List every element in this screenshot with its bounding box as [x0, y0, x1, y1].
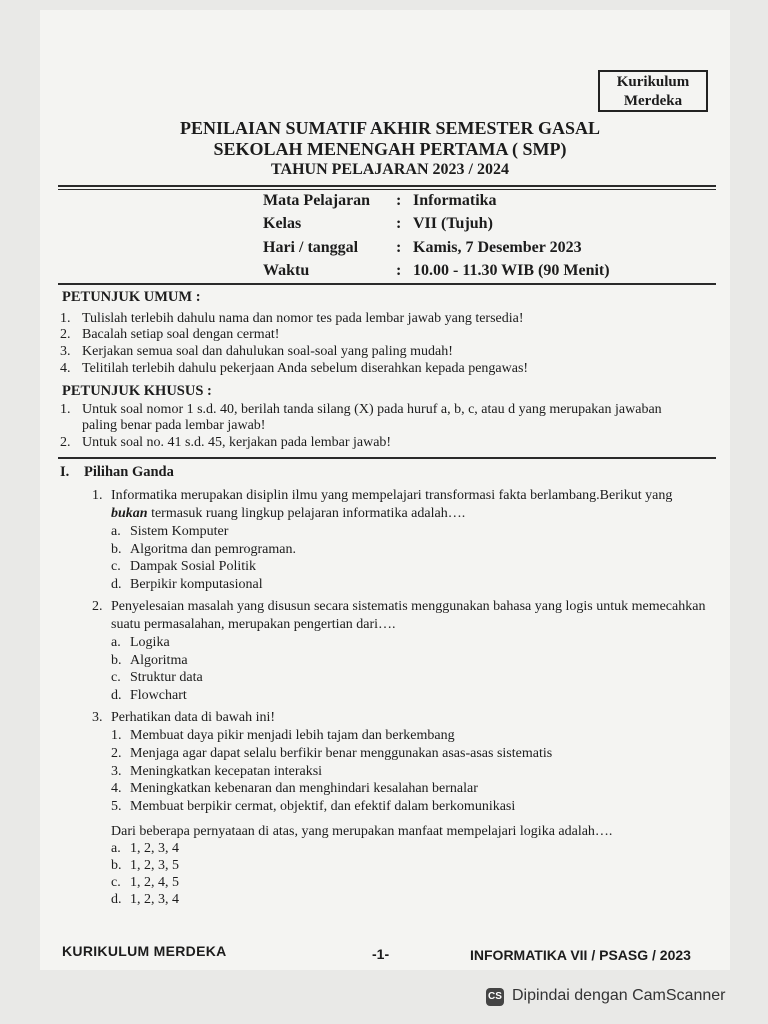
- exam-title-line1: PENILAIAN SUMATIF AKHIR SEMESTER GASAL: [179, 118, 601, 138]
- statement-number: 5.: [111, 799, 122, 814]
- question-number: 3.: [92, 710, 103, 725]
- option-letter: d.: [111, 892, 122, 907]
- q1-option-d: Berpikir komputasional: [130, 577, 263, 592]
- header-rule-thin: [58, 189, 716, 190]
- section-rule: [58, 457, 716, 459]
- q2-option-b: Algoritma: [130, 653, 188, 668]
- list-number: 1.: [60, 402, 71, 417]
- option-letter: c.: [111, 559, 121, 574]
- general-instruction-1: Tulislah terlebih dahulu nama dan nomor tes pada lembar jawab yang tersedia!: [82, 311, 524, 326]
- option-letter: b.: [111, 858, 122, 873]
- info-rule: [58, 283, 716, 285]
- statement-number: 2.: [111, 746, 122, 761]
- info-colon: :: [396, 239, 402, 256]
- general-instruction-2: Bacalah setiap soal dengan cermat!: [82, 327, 280, 342]
- special-instruction-1: Untuk soal nomor 1 s.d. 40, berilah tanda silang (X) pada huruf a, b, c, atau d yang merupakan jawaban: [82, 402, 662, 417]
- footer-page-number: -1-: [372, 946, 390, 962]
- q3-statement-5: Membuat berpikir cermat, objektif, dan efektif dalam berkomunikasi: [130, 799, 516, 814]
- general-instruction-3: Kerjakan semua soal dan dahulukan soal-soal yang paling mudah!: [82, 344, 453, 359]
- q2-option-a: Logika: [130, 635, 170, 650]
- question-1-text-rest: termasuk ruang lingkup pelajaran informatika adalah….: [147, 506, 466, 521]
- question-1-text-cont: [111, 505, 465, 522]
- footer-subject-code: INFORMATIKA VII / PSASG / 2023: [470, 947, 691, 963]
- info-colon: :: [396, 192, 402, 209]
- list-number: 4.: [60, 361, 71, 376]
- q3-statement-2: Menjaga agar dapat selalu berfikir benar menggunakan asas-asas sistematis: [130, 746, 553, 761]
- info-label-subject: Mata Pelajaran: [263, 192, 371, 209]
- info-label-date: Hari / tanggal: [263, 239, 359, 256]
- q1-option-a: Sistem Komputer: [130, 524, 229, 539]
- q1-option-b: Algoritma dan pemrograman.: [130, 542, 297, 557]
- section-number: I.: [60, 464, 70, 480]
- info-label-time: Waktu: [263, 262, 310, 279]
- option-letter: b.: [111, 653, 122, 668]
- q3-statement-4: Meningkatkan kebenaran dan menghindari kesalahan bernalar: [130, 781, 478, 796]
- exam-title-line2: SEKOLAH MENENGAH PERTAMA ( SMP): [213, 139, 567, 159]
- special-instruction-2: Untuk soal no. 41 s.d. 45, kerjakan pada lembar jawab!: [82, 435, 392, 450]
- question-number: 2.: [92, 599, 103, 614]
- option-letter: b.: [111, 542, 122, 557]
- exam-title-line3: TAHUN PELAJARAN 2023 / 2024: [271, 161, 509, 178]
- curriculum-box: [598, 70, 708, 112]
- q3-option-c: 1, 2, 4, 5: [130, 875, 179, 890]
- question-3-text: Perhatikan data di bawah ini!: [111, 710, 276, 725]
- question-3-prompt: Dari beberapa pernyataan di atas, yang merupakan manfaat mempelajari logika adalah….: [111, 824, 613, 839]
- camscanner-logo-icon: CS: [486, 988, 504, 1006]
- special-instruction-1-cont: paling benar pada lembar jawab!: [82, 418, 266, 433]
- q2-option-c: Struktur data: [130, 670, 203, 685]
- question-2-text: Penyelesaian masalah yang disusun secara sistematis menggunakan bahasa yang logis untuk memecahkan: [111, 599, 706, 614]
- statement-number: 4.: [111, 781, 122, 796]
- info-colon: :: [396, 262, 402, 279]
- option-letter: c.: [111, 875, 121, 890]
- option-letter: d.: [111, 688, 122, 703]
- emphasis-word: bukan: [111, 506, 148, 521]
- option-letter: a.: [111, 635, 121, 650]
- q2-option-d: Flowchart: [130, 688, 187, 703]
- camscanner-text: Dipindai dengan CamScanner: [512, 987, 726, 1004]
- info-value-time: 10.00 - 11.30 WIB (90 Menit): [413, 262, 610, 279]
- info-value-class: VII (Tujuh): [413, 215, 493, 232]
- q1-option-c: Dampak Sosial Politik: [130, 559, 256, 574]
- statement-number: 3.: [111, 764, 122, 779]
- question-1-text: Informatika merupakan disiplin ilmu yang mempelajari transformasi fakta berlambang.Berikut yang: [111, 488, 673, 503]
- curriculum-box-line2: Merdeka: [623, 93, 683, 109]
- q3-option-a: 1, 2, 3, 4: [130, 841, 179, 856]
- info-label-class: Kelas: [263, 215, 302, 232]
- curriculum-box-line1: Kurikulum: [616, 74, 690, 90]
- option-letter: d.: [111, 577, 122, 592]
- info-colon: :: [396, 215, 402, 232]
- info-value-subject: Informatika: [413, 192, 497, 209]
- q3-option-b: 1, 2, 3, 5: [130, 858, 179, 873]
- list-number: 2.: [60, 435, 71, 450]
- list-number: 2.: [60, 327, 71, 342]
- q3-statement-3: Meningkatkan kecepatan interaksi: [130, 764, 323, 779]
- option-letter: a.: [111, 841, 121, 856]
- section-title: Pilihan Ganda: [84, 464, 174, 480]
- info-value-date: Kamis, 7 Desember 2023: [413, 239, 582, 256]
- header-rule-thick: [58, 185, 716, 187]
- general-instruction-4: Telitilah terlebih dahulu pekerjaan Anda sebelum diserahkan kepada pengawas!: [82, 361, 529, 376]
- q3-statement-1: Membuat daya pikir menjadi lebih tajam dan berkembang: [130, 728, 455, 743]
- question-2-text-cont: suatu permasalahan, merupakan pengertian dari….: [111, 617, 396, 632]
- footer-curriculum: KURIKULUM MERDEKA: [62, 943, 227, 959]
- list-number: 1.: [60, 311, 71, 326]
- general-instructions-heading: PETUNJUK UMUM :: [62, 289, 201, 305]
- camscanner-watermark: [472, 984, 752, 1014]
- list-number: 3.: [60, 344, 71, 359]
- option-letter: a.: [111, 524, 121, 539]
- q3-option-d: 1, 2, 3, 4: [130, 892, 179, 907]
- option-letter: c.: [111, 670, 121, 685]
- special-instructions-heading: PETUNJUK KHUSUS :: [62, 383, 212, 399]
- statement-number: 1.: [111, 728, 122, 743]
- question-number: 1.: [92, 488, 103, 503]
